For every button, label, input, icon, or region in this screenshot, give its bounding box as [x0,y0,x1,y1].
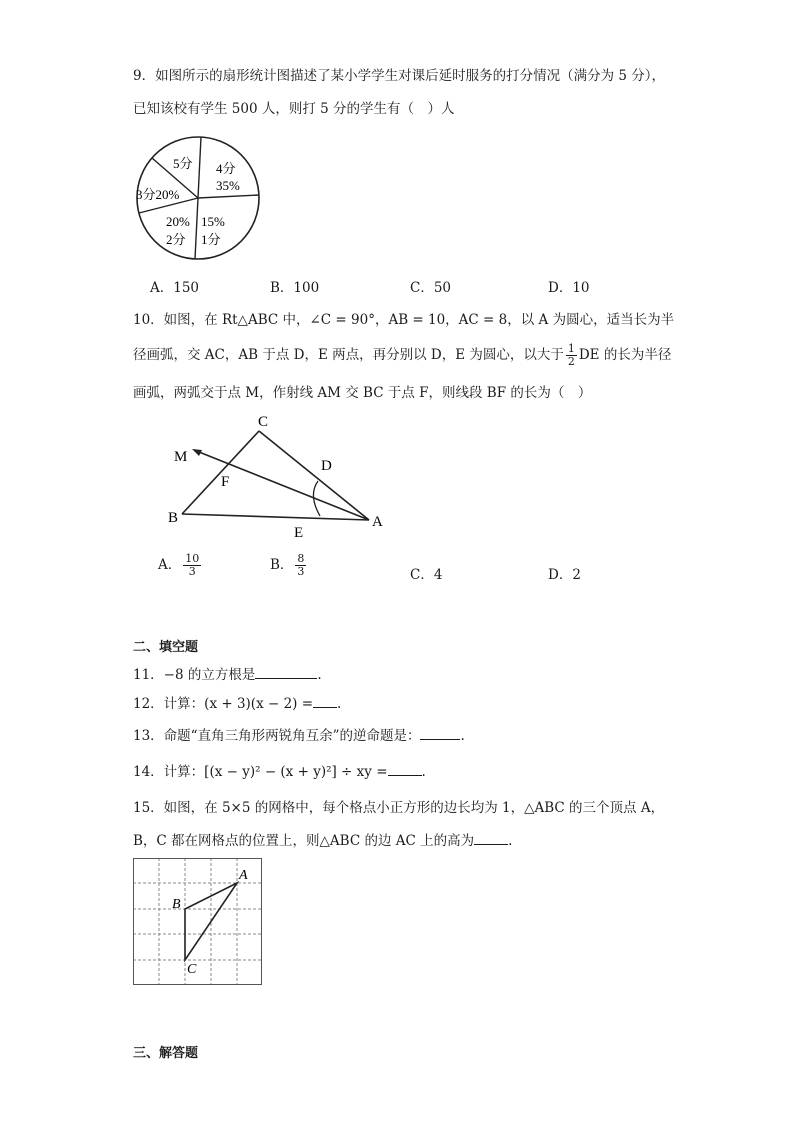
answer-blank [313,695,337,708]
pie-label-1b: 1分 [201,232,221,247]
q15-line1: 15．如图，在 5×5 的网格中，每个格点小正方形的边长均为 1，△ABC 的三个顶点 A， [133,800,665,816]
triangle-figure [168,410,393,542]
label-b: B [168,510,179,526]
pie-chart [133,135,263,261]
label-e: E [294,525,304,541]
q9-option-a: A．150 [150,280,200,296]
q13-text: 13．命题“直角三角形两锐角互余”的逆命题是： [133,728,421,744]
q9-line2: 已知该校有学生 500 人，则打 5 分的学生有（ ）人 [133,101,455,117]
answer-blank [388,763,422,776]
fraction-half [566,343,577,368]
q10-option-a [158,553,203,578]
frac-numerator: 1 [567,342,575,355]
q10-option-b [270,553,308,578]
q9-option-c: C．50 [410,280,452,296]
label-m: M [174,449,188,465]
answer-blank [420,727,460,740]
q12-text: 12．计算：(x + 3)(x − 2) = [133,696,314,712]
frac-numerator: 10 [185,552,200,565]
q15-line2-text: B，C 都在网格点的位置上，则△ABC 的边 AC 上的高为 [133,833,475,849]
q10-option-c: C．4 [410,567,443,583]
fraction-8-3 [295,553,306,578]
q10-line2 [133,343,671,368]
label-f: F [221,474,230,490]
pie-label-4b: 35% [216,178,240,193]
q11 [133,663,322,683]
q10-option-b-prefix: B． [270,557,294,573]
frac-denominator: 3 [188,565,196,578]
label-a: A [372,514,383,530]
pie-label-3: 3分20% [136,187,180,202]
q9-option-d: D．10 [548,280,590,296]
q10-line3: 画弧，两弧交于点 M，作射线 AM 交 BC 于点 F，则线段 BF 的长为（ ） [133,385,592,401]
segment-ab [182,514,369,520]
pie-label-2a: 20% [166,214,190,229]
ray-arrow-icon [192,449,202,456]
q12-end: . [337,696,342,712]
q14 [133,760,426,780]
fraction-10-3 [183,553,201,578]
pie-label-1a: 15% [201,214,225,229]
q11-text: 11．−8 的立方根是 [133,667,256,683]
frac-denominator: 3 [297,565,305,578]
grid-figure [133,858,263,986]
frac-numerator: 8 [297,552,305,565]
q10-line2-end: DE 的长为半径 [578,347,672,363]
answer-blank [255,666,317,679]
q14-end: . [421,764,426,780]
label-c: C [258,414,269,430]
q12 [133,692,341,712]
answer-blank [474,832,508,845]
q10-line1: 10．如图，在 Rt△ABC 中，∠C = 90°，AB = 10，AC = 8，以 A 为圆心，适当长为半 [133,312,675,328]
grid-label-c: C [187,962,197,977]
q13-end: . [460,728,465,744]
frac-denominator: 2 [567,355,575,368]
grid-label-b: B [172,897,181,912]
q14-text: 14．计算：[(x − y)² − (x + y)²] ÷ xy = [133,764,388,780]
pie-label-2b: 2分 [166,232,186,247]
q15-line2 [133,829,512,849]
label-d: D [321,458,332,474]
section-fill-in-title: 二、填空题 [133,640,199,655]
q10-option-d: D．2 [548,567,581,583]
q9-option-b: B．100 [270,280,320,296]
pie-label-5: 5分 [173,156,193,171]
segment-ca [259,431,369,520]
q10-option-a-prefix: A． [158,557,182,573]
segment-bc [182,431,259,514]
q11-end: . [317,667,322,683]
q15-end: . [508,833,513,849]
q9-line1: 9．如图所示的扇形统计图描述了某小学学生对课后延时服务的打分情况（满分为 5 分）， [133,68,666,84]
q10-line2-start: 径画弧，交 AC，AB 于点 D，E 两点，再分别以 D，E 为圆心，以大于 [133,347,564,363]
q13 [133,724,465,744]
grid-label-a: A [239,868,248,883]
section-answer-title: 三、解答题 [133,1046,199,1061]
pie-label-4a: 4分 [216,161,236,176]
